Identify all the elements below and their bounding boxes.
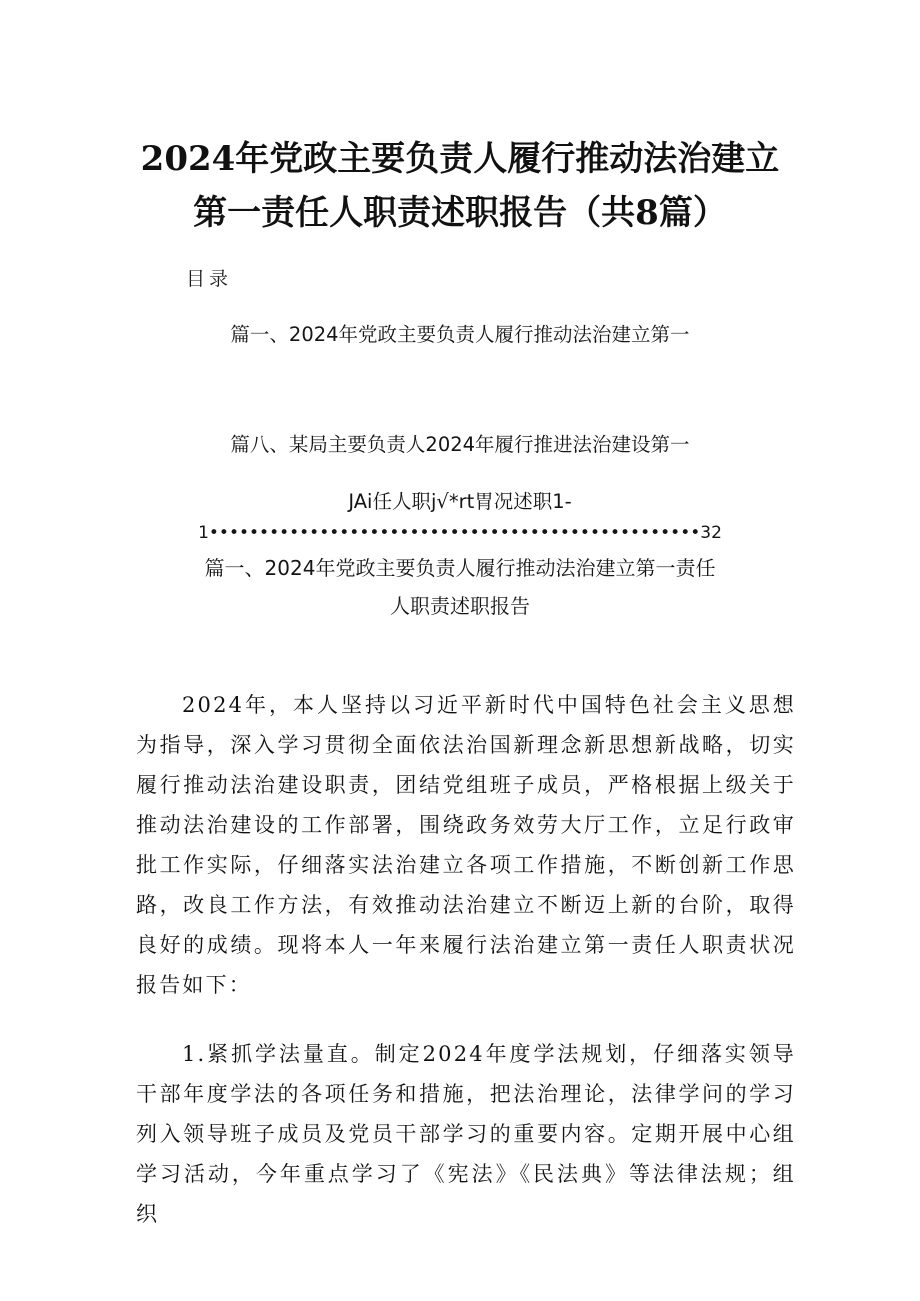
toc-entry-3: JAi任人职j√*rt胃况述职1- <box>348 490 572 513</box>
body-paragraph-2: 1.紧抓学法量直。制定2024年度学法规划，仔细落实领导干部年度学法的各项任务和措施，把法治理论，法律学问的学习列入领导班子成员及党员干部学习的重要内容。定期开展中心组学习活动，今年重点学习了《宪法》《民法典》等法律法规；组织 <box>136 1042 796 1226</box>
body-paragraph-1: 2024年，本人坚持以习近平新时代中国特色社会主义思想为指导，深入学习贯彻全面依法治国新理念新思想新战略，切实履行推动法治建设职责，团结党组班子成员，严格根据上级关于推动法治建设的工作部署，围绕政务效劳大厅工作，立足行政审批工作实际，仔细落实法治建立各项工作措施，不断创新工作思路，改良工作方法，有效推动法治建立不断迈上新的台阶，取得良好的成绩。现将本人一年来履行法治建立第一责任人职责状况报告如下： <box>136 693 796 997</box>
section-heading-line-2: 人职责述职报告 <box>390 594 530 618</box>
document-title <box>0 132 920 240</box>
toc-entry-4-leader: 1•••••••••••••••••••••••••••••••••••••••••••••••••32 <box>198 523 722 543</box>
toc-label: 目录 <box>186 268 233 290</box>
title-line-1: 2024年党政主要负责人履行推动法治建立 <box>140 139 780 179</box>
toc-entry-1: 篇一、2024年党政主要负责人履行推动法治建立第一 <box>230 323 690 346</box>
section-heading-line-1: 篇一、2024年党政主要负责人履行推动法治建立第一责任 <box>204 556 716 580</box>
title-line-2: 第一责任人职责述职报告（共8篇） <box>193 193 727 233</box>
toc-entry-2: 篇八、某局主要负责人2024年履行推进法治建设第一 <box>230 433 690 456</box>
